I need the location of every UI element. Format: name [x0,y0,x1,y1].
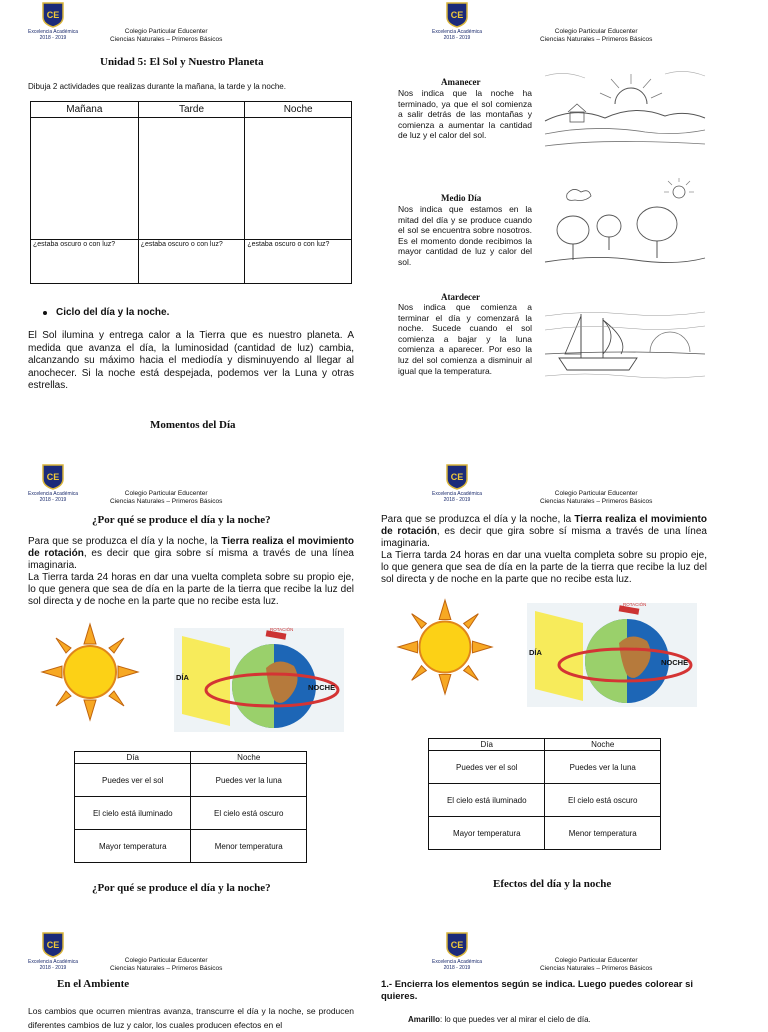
shield-icon [446,464,468,490]
rotation-paragraph [381,514,707,586]
school-header [540,28,652,44]
shield-icon [446,2,468,28]
ambiente-text: Los cambios que ocurren mientras avanza, transcurre el día y la noche, se producen diferentes cambios de luz y calor, los cuales producen efectos en el [28,1006,354,1030]
header-noche: Noche [191,752,307,764]
cell: El cielo está oscuro [545,784,661,817]
shield-icon [42,932,64,958]
school-logo [422,2,492,41]
svg-text:CE: CE [46,10,60,20]
logo-year: 2018 - 2019 [39,965,67,971]
cycle-paragraph: El Sol ilumina y entrega calor a la Tierra que es nuestro planeta. A medida que avanza el día, la luminosidad (cantidad de luz) cambia, alcanzando su máximo hacia el mediodía y disminuyendo al llegar al anochecer. Si la noche está despejada, podemos ver la Luna y otras estrellas. [28,330,354,391]
school-header [110,28,222,44]
col-tarde: Tarde [138,102,245,118]
sunset-illustration [545,296,705,386]
cell: Puedes ver la luna [545,751,661,784]
svg-text:CE: CE [46,472,60,482]
exercise-item [408,1015,591,1024]
prompt-manana: ¿estaba oscuro o con luz? [31,240,139,284]
svg-text:CE: CE [46,940,60,950]
school-logo [422,464,492,503]
page4-footer: Efectos del día y la noche [493,878,612,890]
bullet-dot [43,311,47,315]
cell: El cielo está iluminado [75,797,191,830]
rotation-text-a: Para que se produzca el día y la noche, la [381,514,575,525]
mediodia-title: Medio Día [441,193,482,203]
midday-illustration [545,180,705,272]
school-name: Colegio Particular Educenter [554,957,638,964]
logo-caption: Excelencia Académica [431,959,483,965]
cell: Puedes ver la luna [191,764,307,797]
rotation-text-c: , es decir que gira sobre sí misma a través de una línea imaginaria. [381,526,707,549]
header-dia: Día [429,739,545,751]
logo-caption: Excelencia Académica [27,29,79,35]
noche-label: NOCHE [308,683,336,692]
school-logo [18,932,88,971]
mediodia-text: Nos indica que estamos en la mitad del día y se produce cuando el sol se encuentra sobre nosotros. Es el momento donde recibimos la mayor cantidad de luz y calor del sol. [398,204,532,267]
subject-name: Ciencias Naturales – Primeros Básicos [540,36,653,43]
page3-footer: ¿Por qué se produce el día y la noche? [92,882,271,894]
header-noche: Noche [545,739,661,751]
amanecer-title: Amanecer [441,77,481,87]
logo-caption: Excelencia Académica [27,959,79,965]
school-name: Colegio Particular Educenter [124,28,208,35]
sunrise-illustration [545,66,705,156]
rotation-text-2: La Tierra tarda 24 horas en dar una vuelta completa sobre su propio eje, lo que genera que sea de día en la parte de la tierra que recibe la luz del sol directa y de noche en la parte que no recibe esta luz. [28,572,354,607]
cell: Puedes ver el sol [75,764,191,797]
shield-icon [446,932,468,958]
school-logo [422,932,492,971]
color-label: Amarillo [408,1015,441,1024]
rotation-text-bold: Tierra realiza el movimiento de rotación [28,536,354,559]
rotation-text-a: Para que se produzca el día y la noche, la [28,536,222,547]
school-name: Colegio Particular Educenter [554,490,638,497]
atardecer-title: Atardecer [441,292,480,302]
school-header [110,957,222,973]
school-header [540,490,652,506]
rotation-label: ROTACIÓN [270,627,294,632]
cell: Mayor temperatura [429,817,545,850]
cycle-heading: Ciclo del día y la noche. [56,307,170,318]
logo-year: 2018 - 2019 [443,497,471,503]
rotation-text-2: La Tierra tarda 24 horas en dar una vuelta completa sobre su propio eje, lo que genera que sea de día en la parte de la tierra que recibe la luz del sol directa y de noche en la parte que no recibe esta luz. [381,550,707,585]
school-header [110,490,222,506]
day-night-table [428,738,661,850]
rotation-question: ¿Por qué se produce el día y la noche? [92,514,271,526]
school-logo [18,2,88,41]
subject-name: Ciencias Naturales – Primeros Básicos [110,36,223,43]
logo-caption: Excelencia Académica [27,491,79,497]
day-night-table [74,751,307,863]
school-logo [18,464,88,503]
draw-cell-manana[interactable] [31,118,139,240]
shield-icon [42,2,64,28]
rotation-text-c: , es decir que gira sobre sí misma a través de una línea imaginaria. [28,548,354,571]
cell: Mayor temperatura [75,830,191,863]
svg-text:CE: CE [450,10,464,20]
amanecer-text: Nos indica que la noche ha terminado, ya que el sol comienza a salir detrás de las montañas y comienza a aumentar la cantidad de luz y el calor del sol. [398,88,532,141]
earth-rotation-diagram [527,603,697,707]
item-text: : lo que puedes ver al mirar el cielo de día. [440,1015,591,1024]
header-dia: Día [75,752,191,764]
atardecer-text: Nos indica que comienza a terminar el día y comenzará la noche. Sucede cuando el sol comienza a bajar y la luna comienza a aparecer. Por eso la luz del sol comienza a disminuir al igual que la temperatura. [398,302,532,376]
draw-cell-noche[interactable] [245,118,352,240]
prompt-noche: ¿estaba oscuro o con luz? [245,240,352,284]
subject-name: Ciencias Naturales – Primeros Básicos [540,965,653,972]
logo-year: 2018 - 2019 [443,965,471,971]
svg-text:CE: CE [450,472,464,482]
subject-name: Ciencias Naturales – Primeros Básicos [110,498,223,505]
earth-rotation-diagram [174,628,344,732]
logo-year: 2018 - 2019 [39,497,67,503]
subject-name: Ciencias Naturales – Primeros Básicos [540,498,653,505]
logo-caption: Excelencia Académica [431,491,483,497]
cell: Puedes ver el sol [429,751,545,784]
activity-table [30,101,352,284]
exercise-instruction: 1.- Encierra los elementos según se indica. Luego puedes colorear si quieres. [381,979,694,1002]
sun-illustration [40,622,140,722]
dia-label: DÍA [176,673,189,682]
cell: Menor temperatura [191,830,307,863]
sun-illustration [396,598,494,696]
moments-title: Momentos del Día [150,419,236,431]
rotation-text-bold: Tierra realiza el movimiento de rotación [381,514,707,537]
rotation-paragraph [28,536,354,608]
ambiente-title: En el Ambiente [57,978,130,990]
cell: Menor temperatura [545,817,661,850]
cell: El cielo está iluminado [429,784,545,817]
shield-icon [42,464,64,490]
logo-caption: Excelencia Académica [431,29,483,35]
school-header [540,957,652,973]
draw-cell-tarde[interactable] [138,118,245,240]
logo-year: 2018 - 2019 [39,35,67,41]
cell: El cielo está oscuro [191,797,307,830]
prompt-tarde: ¿estaba oscuro o con luz? [138,240,245,284]
school-name: Colegio Particular Educenter [124,957,208,964]
col-noche: Noche [245,102,352,118]
unit-title: Unidad 5: El Sol y Nuestro Planeta [100,56,264,68]
drawing-instruction: Dibuja 2 actividades que realizas durante la mañana, la tarde y la noche. [28,82,286,91]
dia-label: DÍA [529,648,542,657]
noche-label: NOCHE [661,658,689,667]
rotation-label: ROTACIÓN [623,602,647,607]
svg-text:CE: CE [450,940,464,950]
subject-name: Ciencias Naturales – Primeros Básicos [110,965,223,972]
school-name: Colegio Particular Educenter [554,28,638,35]
logo-year: 2018 - 2019 [443,35,471,41]
col-manana: Mañana [31,102,139,118]
school-name: Colegio Particular Educenter [124,490,208,497]
